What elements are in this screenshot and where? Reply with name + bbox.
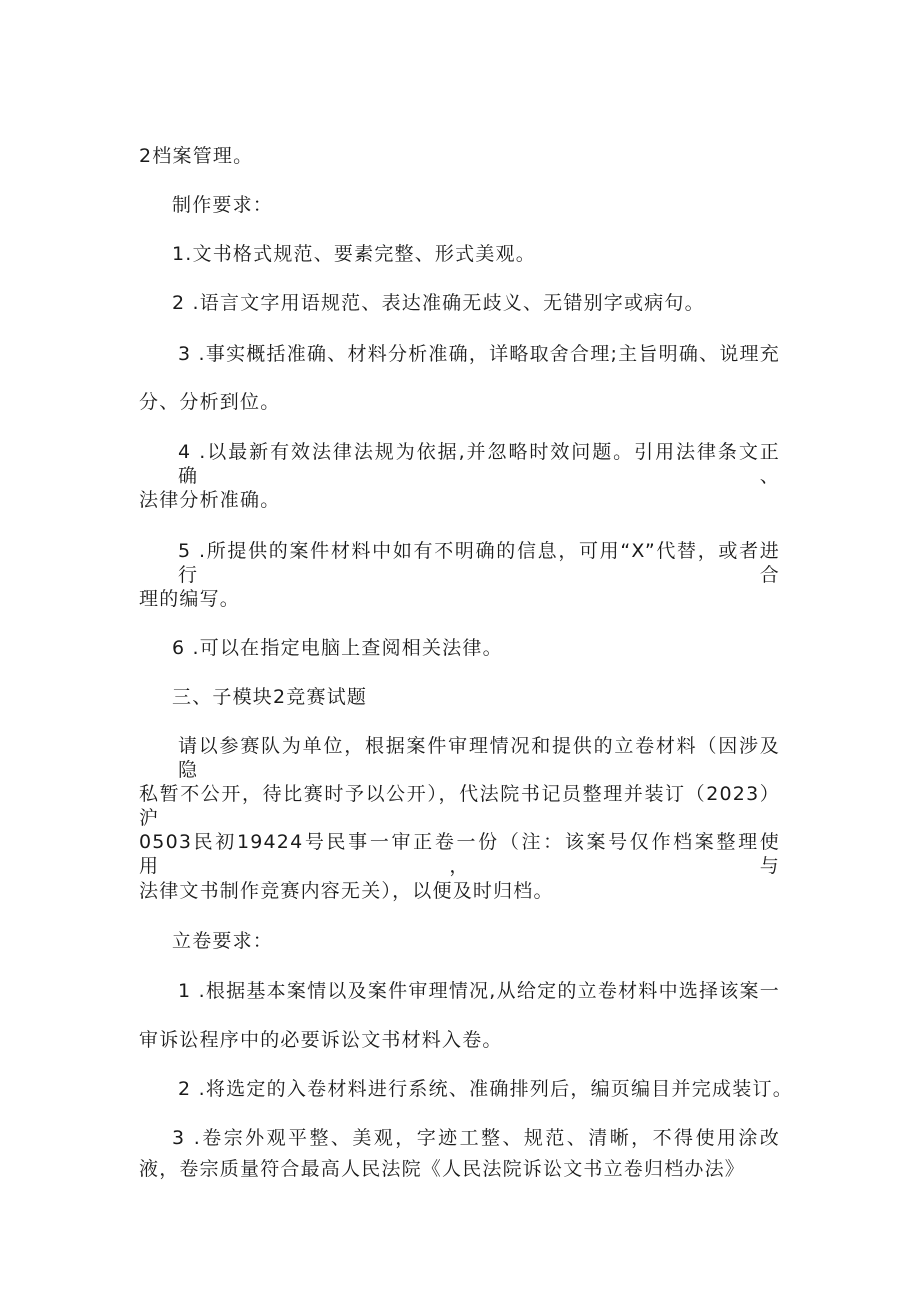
text-line: 私暂不公开，待比赛时予以公开），代法院书记员整理并装订（2023）沪 — [139, 783, 780, 829]
text-line: 1.文书格式规范、要素完整、形式美观。 — [172, 243, 536, 265]
text-line: 理的编写。 — [139, 588, 241, 610]
text-line: 6 .可以在指定电脑上查阅相关法律。 — [172, 637, 503, 659]
section-heading: 三、子模块2竞赛试题 — [172, 686, 368, 708]
text-line: 立卷要求： — [172, 930, 274, 952]
text-line: 2 .语言文字用语规范、表达准确无歧义、无错别字或病句。 — [172, 292, 705, 314]
text-line: 分、分析到位。 — [139, 391, 281, 413]
text-line: 法律分析准确。 — [139, 489, 281, 511]
text-line: 法律文书制作竞赛内容无关），以便及时归档。 — [139, 880, 554, 902]
text-line: 3 .事实概括准确、材料分析准确，详略取舍合理;主旨明确、说理充 — [178, 343, 780, 365]
text-line: 4 .以最新有效法律法规为依据,并忽略时效问题。引用法律条文正确、 — [178, 441, 780, 487]
text-line: 2 .将选定的入卷材料进行系统、准确排列后，编页编目并完成装订。 — [178, 1078, 793, 1100]
text-line: 液，卷宗质量符合最高人民法院《人民法院诉讼文书立卷归档办法》 — [139, 1158, 746, 1180]
text-line: 5 .所提供的案件材料中如有不明确的信息，可用“X”代替，或者进行合 — [178, 540, 780, 586]
text-line: 1 .根据基本案情以及案件审理情况,从给定的立卷材料中选择该案一 — [178, 980, 780, 1002]
text-line: 请以参赛队为单位，根据案件审理情况和提供的立卷材料（因涉及隐 — [178, 735, 780, 781]
text-line: 制作要求： — [172, 194, 274, 216]
text-line: 审诉讼程序中的必要诉讼文书材料入卷。 — [139, 1029, 503, 1051]
text-line: 2档案管理。 — [139, 145, 254, 167]
text-line: 0503民初19424号民事一审正卷一份（注：该案号仅作档案整理使用，与 — [139, 831, 780, 877]
text-line: 3 .卷宗外观平整、美观，字迹工整、规范、清晰，不得使用涂改 — [172, 1127, 780, 1149]
